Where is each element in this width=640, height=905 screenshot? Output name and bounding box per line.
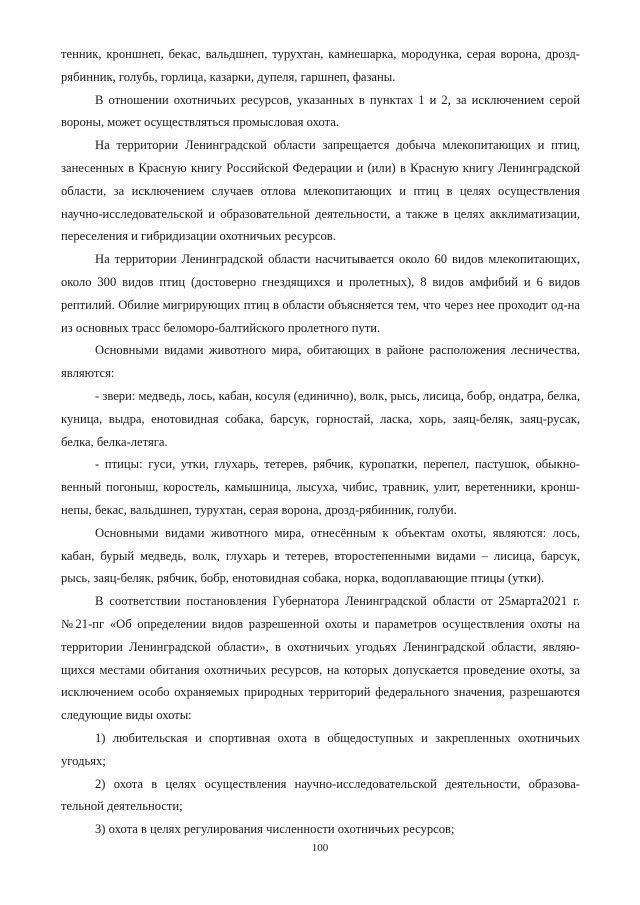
list-item-hunting-type-1: 1) любительская и спортивная охота в общедоступных и закрепленных охотничьих угодьях; (61, 730, 580, 768)
list-item-hunting-type-2: 2) охота в целях осуществления научно-исследовательской деятельности, образова-тельной деятельности; (61, 776, 580, 814)
paragraph-species-list-continued: тенник, кроншнеп, бекас, вальдшнеп, турухтан, камнешарка, мородунка, серая ворона, дрозд-рябинник, голубь, горлица, казарки, дупеля, гаршнеп, фазаны. (61, 47, 580, 84)
page-number: 100 (311, 842, 329, 854)
paragraph-birds-list: - птицы: гуси, утки, глухарь, тетерев, рябчик, куропатки, перепел, пастушок, обыкно-венный погоныш, коростель, камышница, лысуха, чибис, травник, улит, веретенники, кронш-непы, бекас, вальдшнеп, турухтан, серая ворона, дрозд-рябинник, голуби. (61, 457, 580, 517)
paragraph-species-count: На территории Ленинградской области насчитывается около 60 видов млекопитающих, около 300 видов птиц (достоверно гнездящихся и пролетных), 8 видов амфибий и 6 видов рептилий. Обилие мигрирующих птиц в области объясняется тем, что через нее проходит од-на из основных трасс беломоро-балтийского пролетного пути. (61, 252, 580, 335)
paragraph-beasts-list: - звери: медведь, лось, кабан, косуля (единично), волк, рысь, лисица, бобр, ондатра, белка, куница, выдра, енотовидная собака, барсук, горностай, ласка, хорь, заяц-беляк, заяц-русак, белка, белка-летяга. (61, 388, 580, 449)
paragraph-main-species-intro: Основными видами животного мира, обитающих в районе расположения лесничества, являются: (61, 343, 580, 381)
list-item-hunting-type-3: 3) охота в целях регулирования численности охотничьих ресурсов; (95, 822, 455, 837)
paragraph-governor-resolution: В соответствии постановления Губернатора Ленинградской области от 25марта2021 г. №21-пг «Об определении видов разрешенной охоты и параметров осуществления охоты на территории Ленинградской области», в охотничьих угодьях Ленинградской области, являю-щихся местами обитания охотничьих ресурсов, на которых допускается проведение охоты, за исключением особо охраняемых природных территорий федерального значения, разрешаются следующие виды охоты: (61, 594, 580, 723)
paragraph-hunting-objects: Основными видами животного мира, отнесённым к объектам охоты, являются: лось, кабан, бурый медведь, волк, глухарь и тетерев, второстепенными видами – лисица, барсук, рысь, заяц-беляк, рябчик, бобр, енотовидная собака, норка, водоплавающие птицы (утки). (61, 525, 580, 586)
paragraph-commercial-hunting: В отношении охотничьих ресурсов, указанных в пунктах 1 и 2, за исключением серой вороны, может осуществляться промысловая охота. (61, 92, 580, 130)
document-body (61, 43, 580, 841)
paragraph-red-book-prohibition: На территории Ленинградской области запрещается добыча млекопитающих и птиц, занесенных в Красную книгу Российской Федерации и (или) в Красную книгу Ленинградской области, за исключением случаев отлова млекопитающих и птиц в целях осуществления научно-исследовательской и образовательной деятельности, а также в целях акклиматизации, переселения и гибридизации охотничьих ресурсов. (61, 138, 580, 244)
